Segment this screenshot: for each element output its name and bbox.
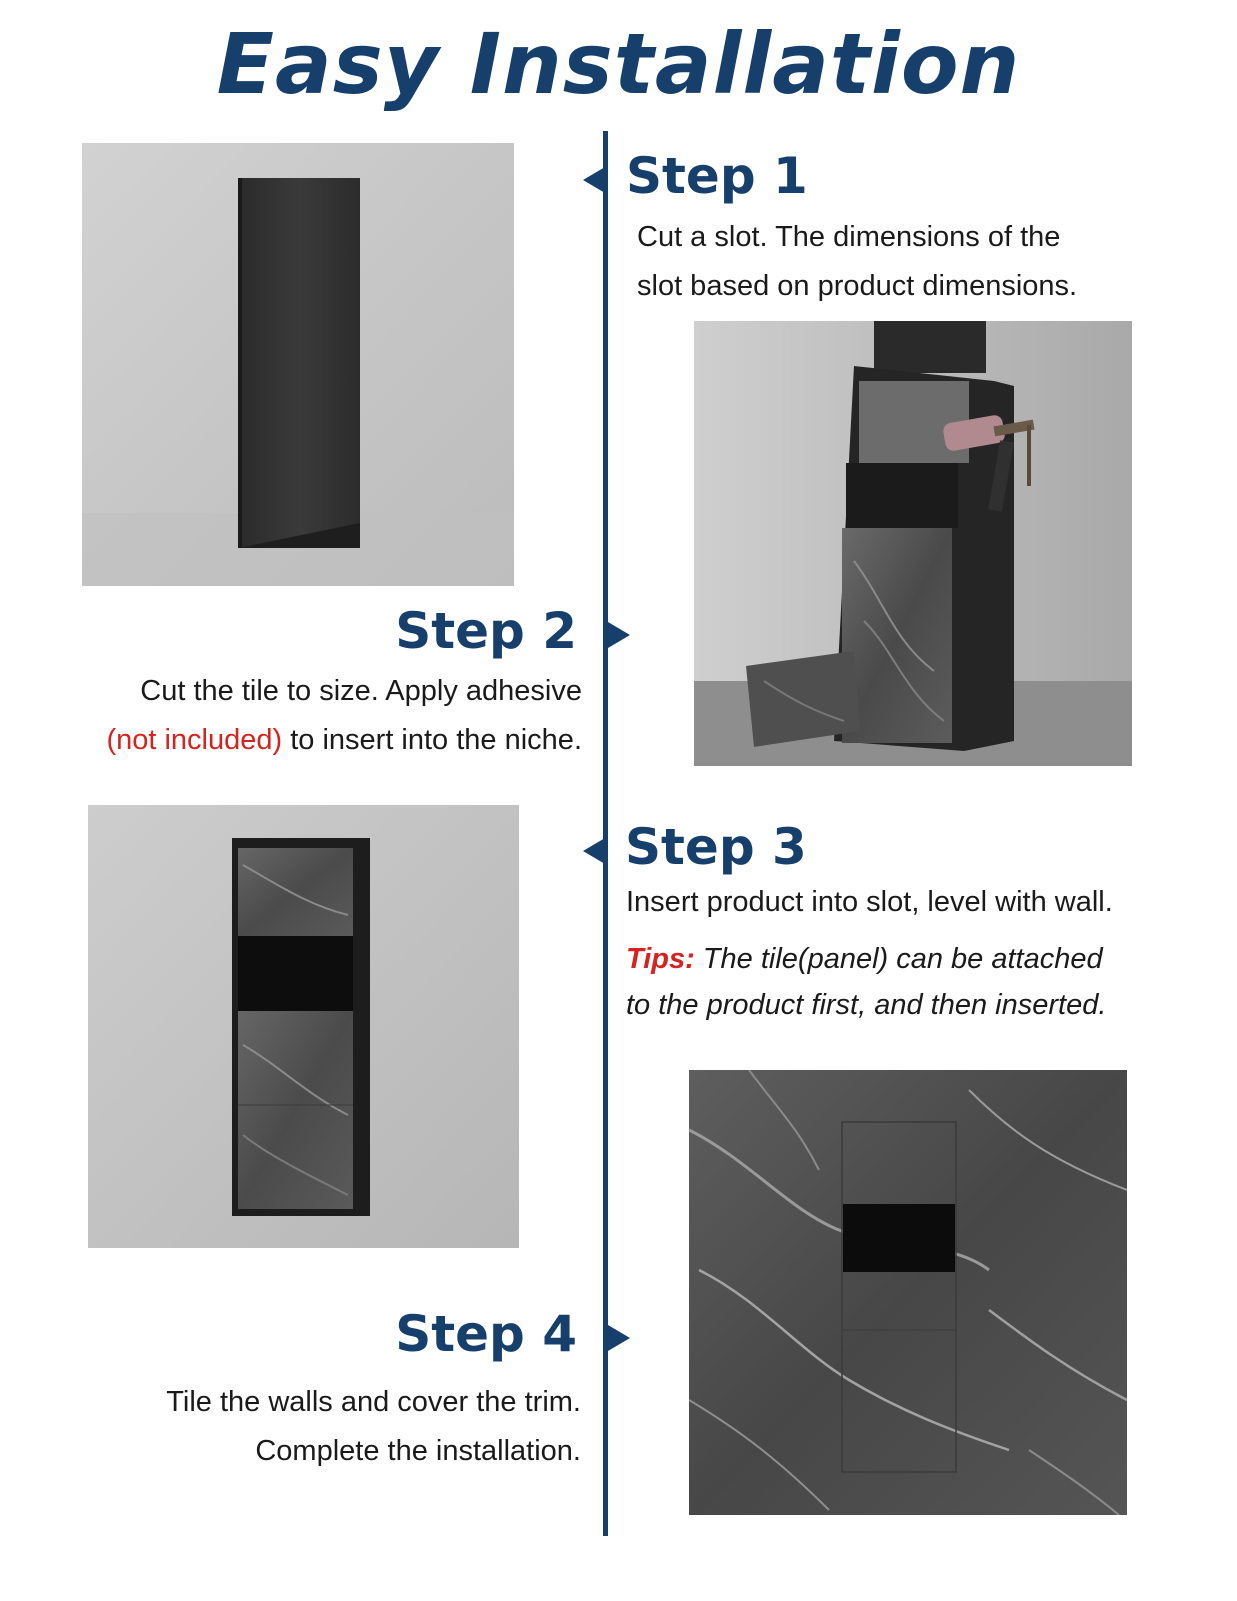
step-4-description	[166, 1378, 581, 1476]
step-3-line-1: Insert product into slot, level with wall.	[626, 886, 1113, 918]
tips-line-2: to the product first, and then inserted.	[626, 989, 1107, 1021]
step-2-line-1: Cut the tile to size. Apply adhesive	[140, 675, 582, 707]
step-4-arrow-icon	[608, 1325, 630, 1351]
step-1-heading: Step 1	[626, 147, 808, 205]
finished-installation-photo	[689, 1070, 1127, 1515]
page-title: Easy Installation	[216, 15, 1021, 113]
step-1-line-2: slot based on product dimensions.	[637, 270, 1078, 302]
step-2-arrow-icon	[608, 622, 630, 648]
tips-text-1: The tile(panel) can be attached	[694, 943, 1103, 975]
step-4-line-2: Complete the installation.	[255, 1435, 581, 1467]
tips-label: Tips:	[626, 943, 695, 975]
tips-line-1	[626, 936, 1106, 982]
step-2-heading: Step 2	[395, 602, 577, 660]
slot-cut-photo	[82, 143, 514, 586]
step-3-tips	[626, 936, 1106, 1028]
step-4-line-1: Tile the walls and cover the trim.	[166, 1386, 581, 1418]
step-1-line-1: Cut a slot. The dimensions of the	[637, 221, 1061, 253]
not-included-note: (not included)	[106, 724, 283, 756]
step-1-description	[637, 213, 1077, 311]
step-4-heading: Step 4	[395, 1305, 577, 1363]
step-3-heading: Step 3	[625, 818, 807, 876]
apply-adhesive-photo	[694, 321, 1132, 766]
step-3-arrow-icon	[583, 838, 605, 864]
step-2-line-2-rest: to insert into the niche.	[282, 724, 582, 756]
step-2-description	[106, 667, 582, 765]
step-1-arrow-icon	[583, 167, 605, 193]
step-2-line-2	[106, 716, 582, 765]
niche-inserted-photo	[88, 805, 519, 1248]
